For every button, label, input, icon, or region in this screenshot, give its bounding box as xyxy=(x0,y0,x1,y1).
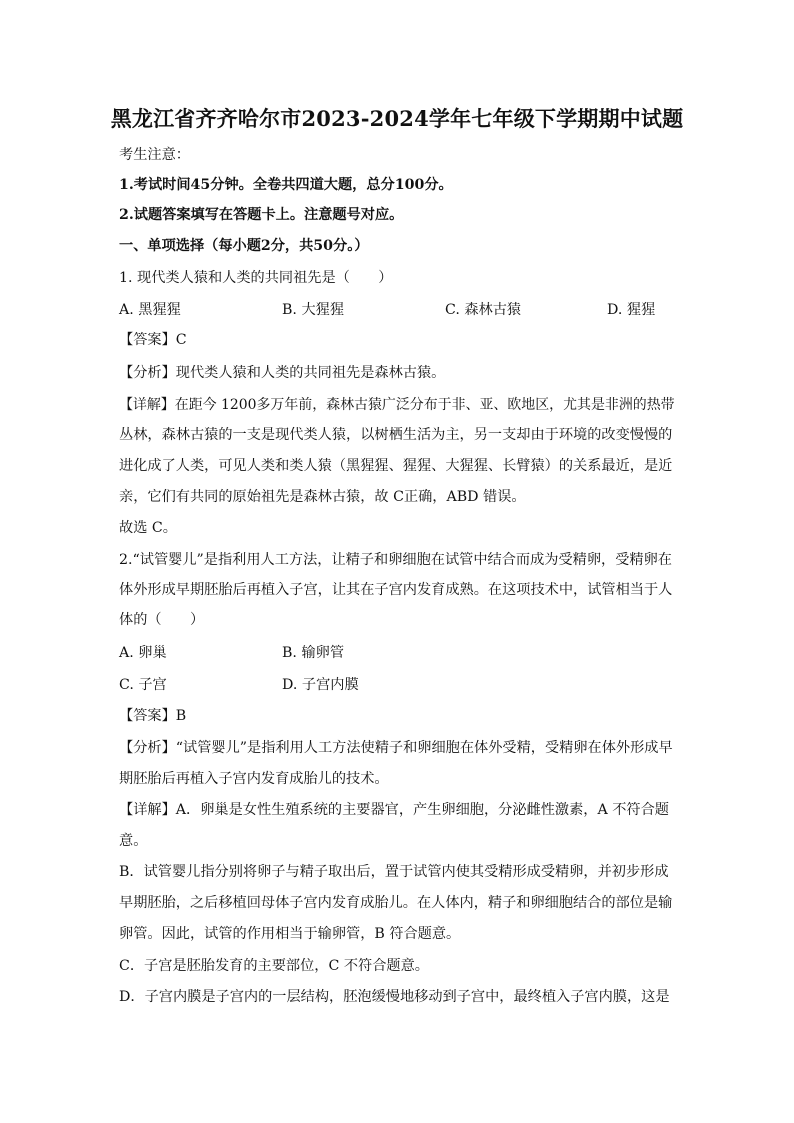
q1-conclusion: 故选 C。 xyxy=(119,520,177,536)
answer-tag: 【答案】 xyxy=(119,332,176,348)
q2-detail-line-7: D．子宫内膜是子宫内的一层结构，胚泡缓慢地移动到子宫中，最终植入子宫内膜，这是 xyxy=(119,989,670,1005)
notice-item-1: 1.考试时间45分钟。全卷共四道大题，总分100分。 xyxy=(119,177,453,193)
q2-detail-line-4: 早期胚胎，之后移植回母体子宫内发育成胎儿。在人体内，精子和卵细胞结合的部位是输 xyxy=(119,895,673,911)
q2-stem-line-1: 2.“试管婴儿”是指利用人工方法，让精子和卵细胞在试管中结合而成为受精卵，受精卵在 xyxy=(119,552,672,568)
detail-text: A．卵巢是女性生殖系统的主要器官，产生卵细胞，分泌雌性激素，A 不符合题 xyxy=(175,802,669,818)
q2-answer xyxy=(119,706,186,726)
q1-stem: 1. 现代类人猿和人类的共同祖先是（ ） xyxy=(119,270,393,286)
answer-value: C xyxy=(175,332,187,348)
q1-detail-line-1 xyxy=(119,395,675,415)
q2-analysis-line-1 xyxy=(119,738,673,758)
analysis-tag: 【分析】 xyxy=(119,365,176,381)
q2-option-c: C. 子宫 xyxy=(119,677,167,693)
section-heading: 一、单项选择（每小题2分，共50分。） xyxy=(119,238,369,254)
q1-option-b: B. 大猩猩 xyxy=(282,302,345,318)
page-title: 黑龙江省齐齐哈尔市2023-2024学年七年级下学期期中试题 xyxy=(110,106,684,131)
q1-answer xyxy=(119,330,187,350)
q2-option-b: B. 输卵管 xyxy=(282,645,345,661)
answer-value: B xyxy=(175,708,187,724)
q2-detail-line-2: 意。 xyxy=(119,833,148,849)
q2-detail-line-1 xyxy=(119,800,669,820)
q2-stem-line-2: 体外形成早期胚胎后再植入子宫，让其在子宫内发育成熟。在这项技术中，试管相当于人 xyxy=(119,582,673,598)
q2-detail-line-3: B．试管婴儿指分别将卵子与精子取出后，置于试管内使其受精形成受精卵，并初步形成 xyxy=(119,864,669,880)
notice-heading: 考生注意： xyxy=(119,147,190,163)
q2-option-d: D. 子宫内膜 xyxy=(282,677,359,693)
q1-option-c: C. 森林古猿 xyxy=(445,302,522,318)
answer-tag: 【答案】 xyxy=(119,708,176,724)
q2-detail-line-5: 卵管。因此，试管的作用相当于输卵管，B 符合题意。 xyxy=(119,926,461,942)
q2-option-a: A. 卵巢 xyxy=(119,645,167,661)
q2-analysis-line-2: 期胚胎后再植入子宫内发育成胎儿的技术。 xyxy=(119,771,389,787)
notice-item-2: 2.试题答案填写在答题卡上。注意题号对应。 xyxy=(119,207,404,223)
q1-option-a: A. 黑猩猩 xyxy=(119,302,181,318)
analysis-tag: 【分析】 xyxy=(119,740,176,756)
q1-detail-line-2: 丛林，森林古猿的一支是现代类人猿，以树栖生活为主，另一支却由于环境的改变慢慢的 xyxy=(119,427,673,443)
detail-text: 在距今 1200多万年前，森林古猿广泛分布于非、亚、欧地区，尤其是非洲的热带 xyxy=(174,397,675,413)
analysis-text: “试管婴儿”是指利用人工方法使精子和卵细胞在体外受精，受精卵在体外形成早 xyxy=(175,740,673,756)
q2-detail-line-6: C．子宫是胚胎发育的主要部位，C 不符合题意。 xyxy=(119,958,429,974)
q1-detail-line-3: 进化成了人类，可见人类和类人猿（黑猩猩、猩猩、大猩猩、长臂猿）的关系最近，是近 xyxy=(119,458,673,474)
q2-stem-line-3: 体的（ ） xyxy=(119,612,205,628)
q1-analysis xyxy=(119,363,445,383)
detail-tag: 【详解】 xyxy=(119,397,175,413)
analysis-text: 现代类人猿和人类的共同祖先是森林古猿。 xyxy=(175,365,446,381)
q1-detail-line-4: 亲，它们有共同的原始祖先是森林古猿，故 C正确，ABD 错误。 xyxy=(119,489,526,505)
detail-tag: 【详解】 xyxy=(119,802,176,818)
q1-option-d: D. 猩猩 xyxy=(607,302,656,318)
